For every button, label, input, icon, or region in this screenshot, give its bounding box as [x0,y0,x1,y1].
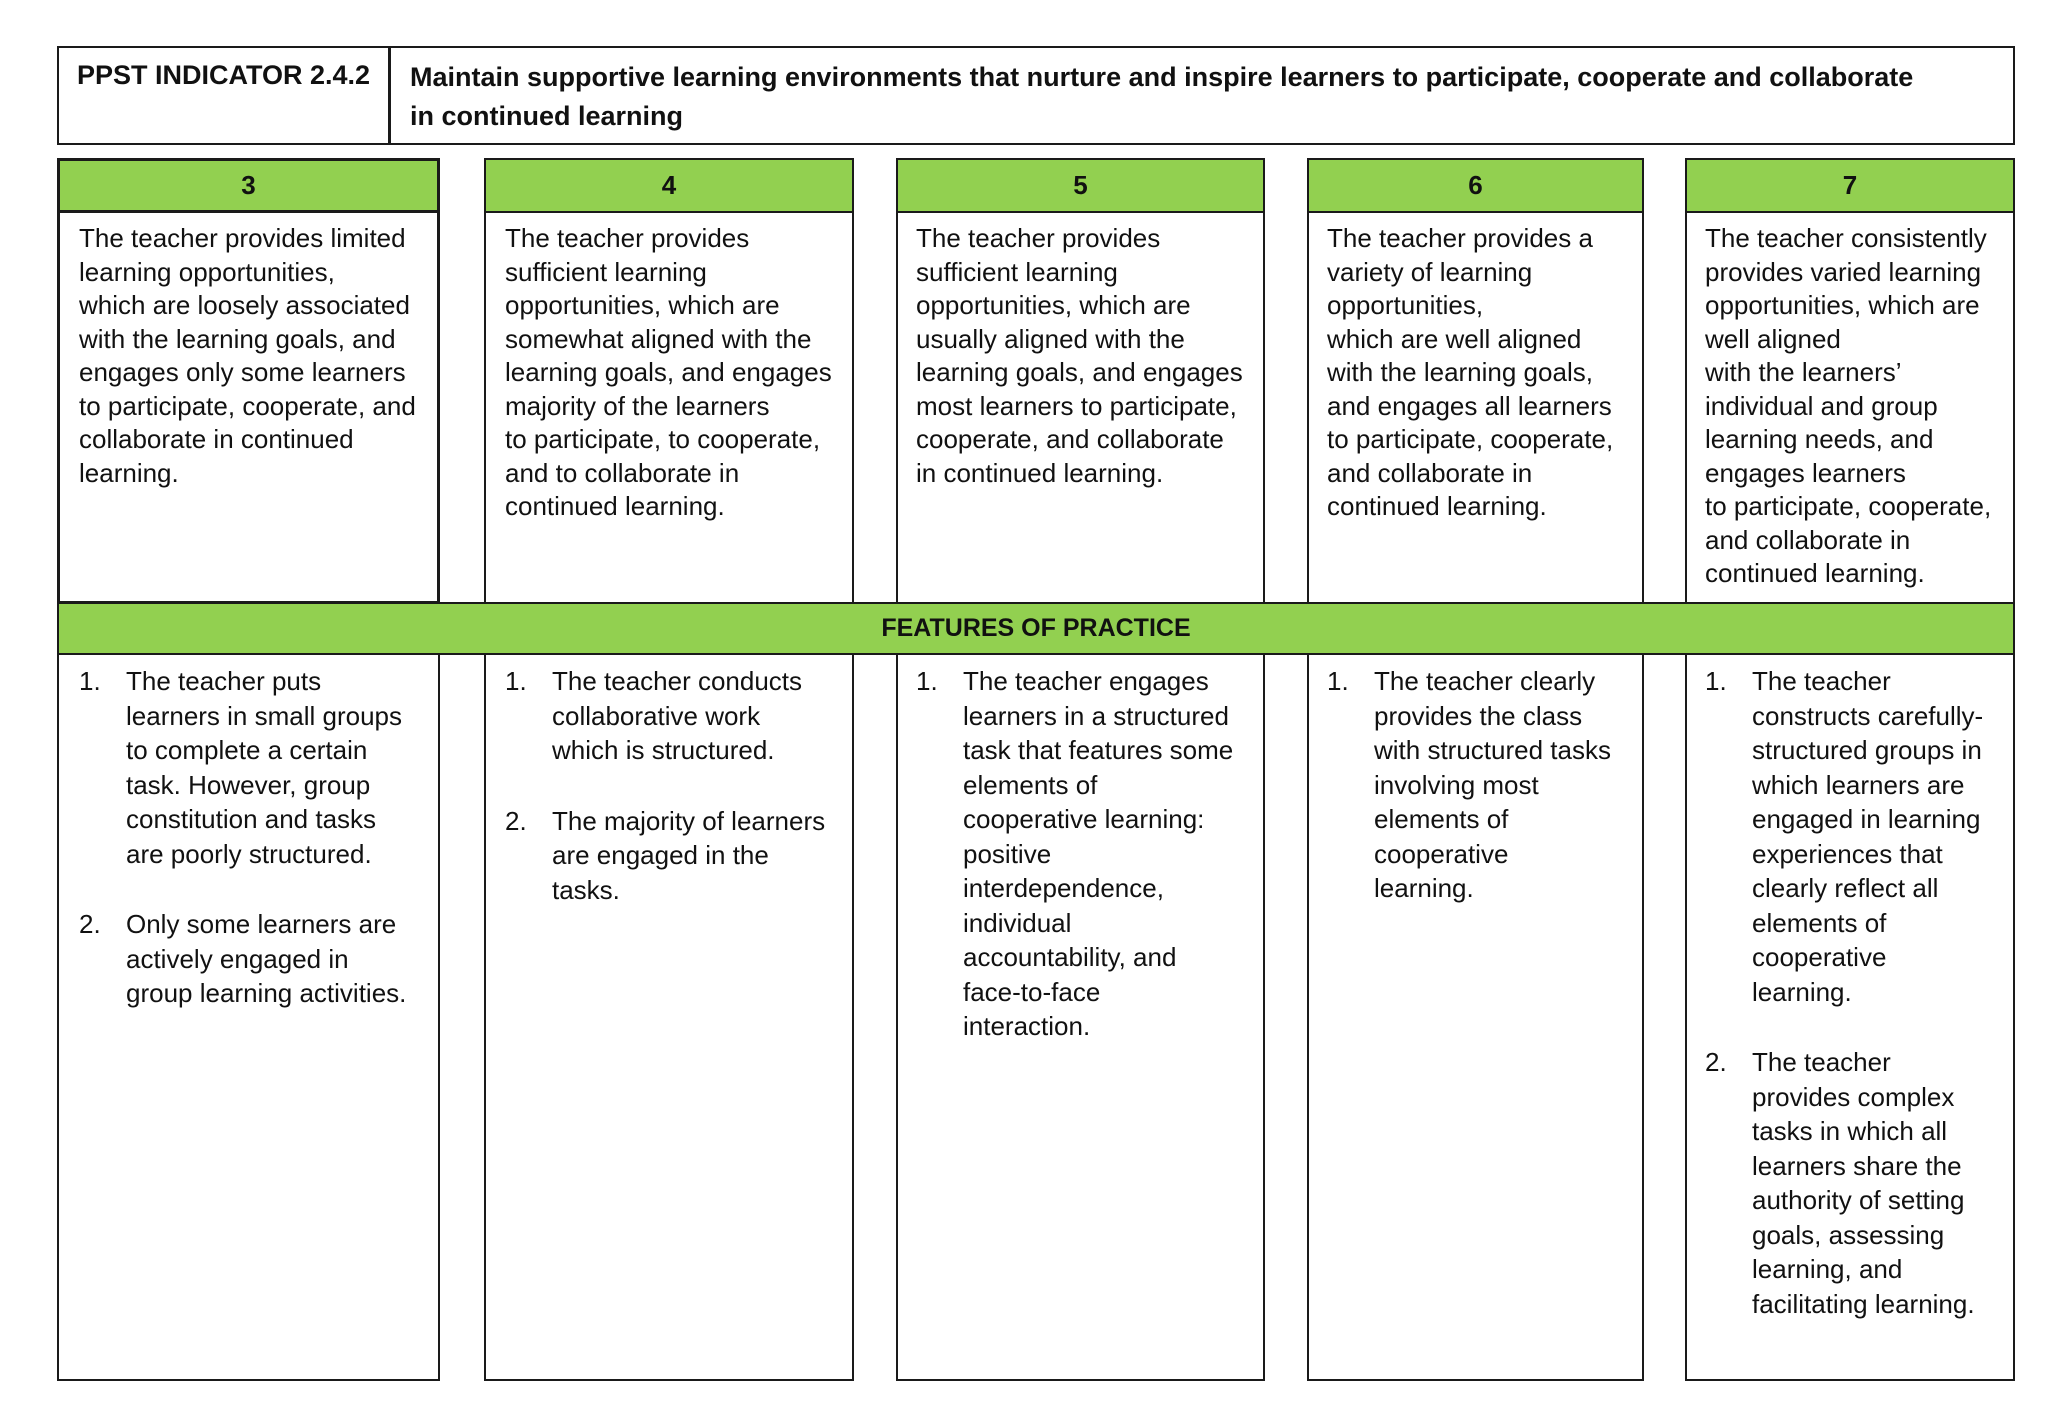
list-item: 1. The teacher constructs carefully- structured groups in which learners are engaged in learning experiences that clearly reflect all elements of cooperative learning. [1705,666,1984,1007]
list-item: 1. The teacher puts learners in small groups to complete a certain task. However, group constitution and tasks are poorly structured. [79,666,403,869]
list-item: 1. The teacher conducts collaborative work which is structured. [505,666,803,765]
level-6-header [1307,158,1644,213]
level-4-header [484,158,854,213]
indicator-code: PPST INDICATOR 2.4.2 [77,60,371,90]
level-7-features [1705,664,2013,1357]
level-5-header [896,158,1265,213]
level-3-header [57,158,440,213]
indicator-divider [388,46,391,145]
list-item: 2. The majority of learners are engaged in the tasks. [505,805,826,905]
level-3-description: The teacher provides limited learning opportunities, which are loosely associated with the learning goals, and engages only some learners to participate, cooperate, and collaborate in continued learning. [79,223,416,488]
level-3-number: 3 [241,170,256,200]
level-4-features [505,664,850,943]
list-item: 2. The teacher provides complex tasks in which all learners share the authority of setting goals, assessing learning, and facilitating learning. [1705,1047,1975,1319]
list-item: 1. The teacher clearly provides the class with structured tasks involving most elements of cooperative learning. [1327,666,1611,903]
list-item: 2. Only some learners are actively engaged in group learning activities. [79,909,407,1008]
level-4-description: The teacher provides sufficient learning opportunities, which are somewhat aligned with the learning goals, and engages majority of the learners to participate, to cooperate, and to collaborate in continued learning. [505,223,832,521]
level-7-header [1685,158,2015,213]
level-5-number: 5 [1073,170,1088,200]
list-item: 1. The teacher engages learners in a structured task that features some elements of cooperative learning: positive interdependence, individual accountability, and face-to-face interaction. [916,666,1234,1041]
features-heading [57,602,2015,655]
features-heading-label: FEATURES OF PRACTICE [881,614,1191,642]
indicator-title: Maintain supportive learning environments that nurture and inspire learners to participate, cooperate and collaborate in continued learning [410,62,1914,131]
level-3-features [79,664,434,1047]
level-7-number: 7 [1842,170,1858,200]
level-5-description: The teacher provides sufficient learning opportunities, which are usually aligned with the learning goals, and engages most learners to participate, cooperate, and collaborate in continued learning. [916,223,1243,488]
level-7-description: The teacher consistently provides varied learning opportunities, which are well aligned with the learners’ individual and group learning needs, and engages learners to participate, cooperate, and collaborate in continued learning. [1705,223,1992,588]
level-6-description: The teacher provides a variety of learning opportunities, which are well aligned with the learning goals, and engages all learners to participate, cooperate, and collaborate in continued learning. [1327,223,1614,521]
level-4-number: 4 [661,170,677,200]
level-6-number: 6 [1468,170,1483,200]
level-5-features [916,664,1261,1080]
level-6-features [1327,664,1642,942]
